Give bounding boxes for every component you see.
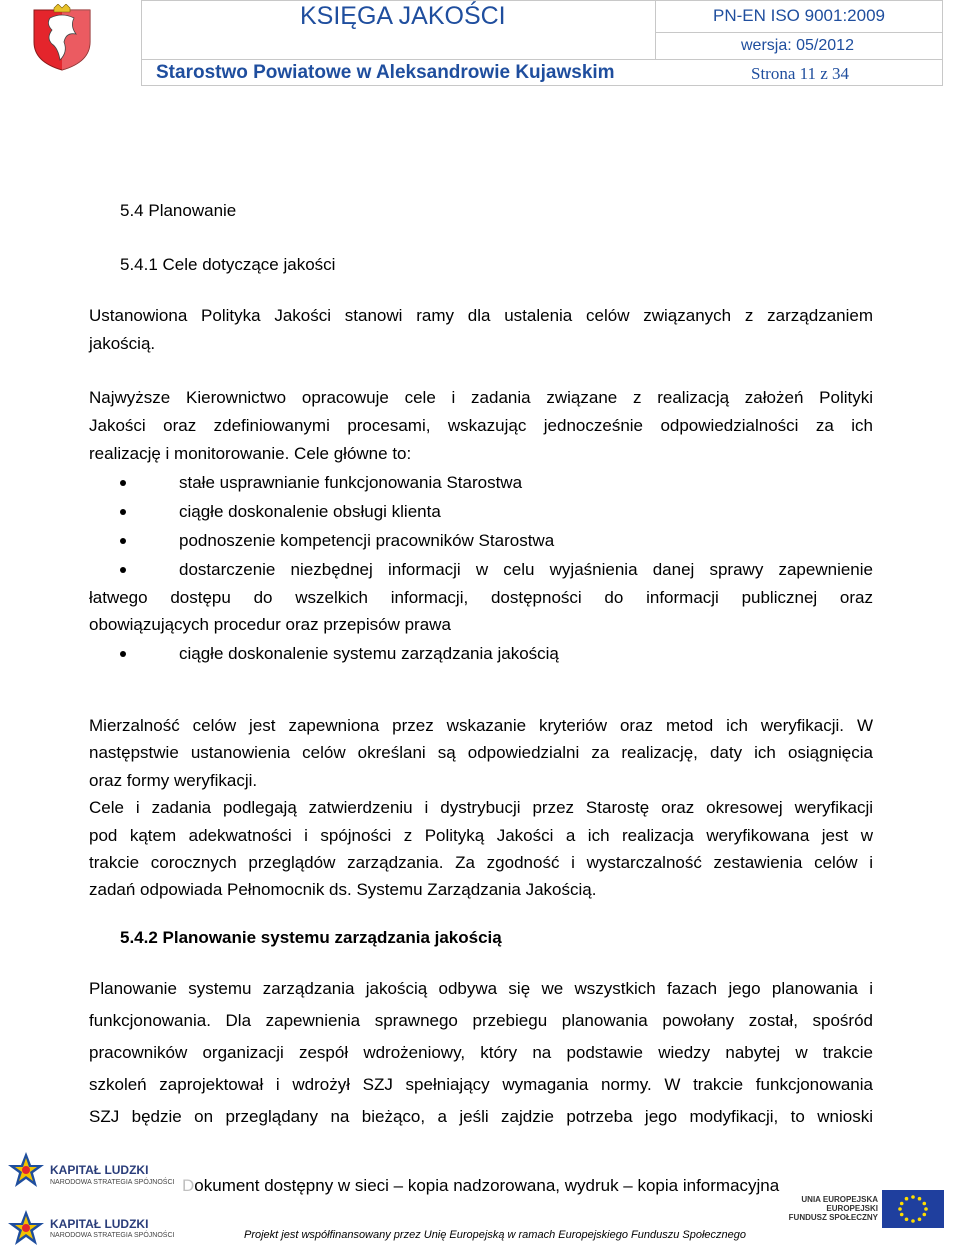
list-item-continuation: obowiązujących procedur oraz przepisów prawa <box>89 615 451 634</box>
paragraph-line: Jakości oraz zdefiniowanymi procesami, wskazując jednocześnie odpowiedzialności za ich <box>89 416 873 435</box>
document-status-note <box>182 1176 779 1196</box>
heading-5-4-2: 5.4.2 Planowanie systemu zarządzania jakością <box>120 928 502 947</box>
document-status-text: okument dostępny w sieci – kopia nadzorowana, wydruk – kopia informacyjna <box>194 1176 780 1195</box>
kapital-ludzki-title: KAPITAŁ LUDZKI <box>50 1163 149 1177</box>
eu-label <box>786 1195 878 1222</box>
kapital-ludzki-title: KAPITAŁ LUDZKI <box>50 1217 149 1231</box>
paragraph-line: funkcjonowania. Dla zapewnienia sprawnego przebiegu planowania powołany został, spośród <box>89 1011 873 1030</box>
eu-label-line: EUROPEJSKI <box>826 1204 878 1213</box>
paragraph-line: jakością. <box>89 334 156 353</box>
paragraph-line: pracowników organizacji zespół wdrożeniowy, który na podstawie wiedzy nabytej w trakcie <box>89 1043 873 1062</box>
paragraph-line: SZJ będzie on przeglądany na bieżąco, a jeśli zajdzie potrzeba jego modyfikacji, to wnioski <box>89 1107 873 1126</box>
paragraph-line: Cele i zadania podlegają zatwierdzeniu i dystrybucji przez Starostę oraz okresowej weryfikacji <box>89 798 873 817</box>
kapital-ludzki-star-icon <box>6 1150 46 1190</box>
bullet-dot <box>120 480 126 486</box>
list-item: stałe usprawnianie funkcjonowania Starostwa <box>179 473 523 492</box>
kapital-ludzki-subtitle: NARODOWA STRATEGIA SPÓJNOŚCI <box>50 1179 175 1186</box>
office-name: Starostwo Powiatowe w Aleksandrowie Kujawskim <box>156 62 615 83</box>
paragraph-line: trakcie corocznych przeglądów zarządzania. Za zgodność i wystarczalność zestawienia celów i <box>89 853 873 872</box>
paragraph-line: pod kątem adekwatności i spójności z Polityką Jakości a ich realizacja weryfikowana jest w <box>89 826 873 845</box>
paragraph-line: zadań odpowiada Pełnomocnik ds. Systemu Zarządzania Jakością. <box>89 880 597 899</box>
kapital-ludzki-star-icon <box>6 1208 46 1248</box>
document-status-initial: D <box>182 1176 195 1195</box>
bullet-dot <box>120 509 126 515</box>
heading-5-4-1: 5.4.1 Cele dotyczące jakości <box>120 255 336 274</box>
paragraph-line: oraz formy weryfikacji. <box>89 771 258 790</box>
coat-of-arms-icon <box>30 4 94 72</box>
bullet-dot <box>120 567 126 573</box>
kapital-ludzki-subtitle: NARODOWA STRATEGIA SPÓJNOŚCI <box>50 1232 175 1239</box>
cofinancing-note: Projekt jest współfinansowany przez Unię Europejską w ramach Europejskiego Funduszu Społecznego <box>244 1229 746 1241</box>
document-title: KSIĘGA JAKOŚCI <box>300 2 506 30</box>
eu-label-line: FUNDUSZ SPOŁECZNY <box>788 1213 878 1222</box>
paragraph-line: następstwie ustanowienia celów określani są odpowiedzialni za realizację, daty ich osiągnięcia <box>89 743 873 762</box>
list-item-continuation: łatwego dostępu do wszelkich informacji, dostępności do informacji publicznej oraz <box>89 588 873 607</box>
paragraph-line: szkoleń zaprojektował i wdrożył SZJ spełniający wymagania normy. W trakcie funkcjonowania <box>89 1075 873 1094</box>
paragraph-line: realizację i monitorowanie. Cele główne to: <box>89 444 412 463</box>
page-number: Strona 11 z 34 <box>751 64 850 83</box>
version-label: wersja: 05/2012 <box>741 37 854 54</box>
paragraph-line: Planowanie systemu zarządzania jakością odbywa się we wszystkich fazach jego planowania i <box>89 979 873 998</box>
list-item: dostarczenie niezbędnej informacji w celu wyjaśnienia danej sprawy zapewnienie <box>179 560 873 579</box>
list-item: podnoszenie kompetencji pracowników Starostwa <box>179 531 555 550</box>
paragraph-line: Najwyższe Kierownictwo opracowuje cele i zadania związane z realizacją założeń Polityki <box>89 388 873 407</box>
eu-label-line: UNIA EUROPEJSKA <box>801 1195 878 1204</box>
eu-flag-icon <box>882 1190 944 1228</box>
paragraph-line: Ustanowiona Polityka Jakości stanowi ramy dla ustalenia celów związanych z zarządzaniem <box>89 306 873 325</box>
heading-5-4: 5.4 Planowanie <box>120 201 237 220</box>
bullet-dot <box>120 538 126 544</box>
standard-label: PN-EN ISO 9001:2009 <box>713 6 885 25</box>
paragraph-line: Mierzalność celów jest zapewniona przez wskazanie kryteriów oraz metod ich weryfikacji. W <box>89 716 873 735</box>
list-item: ciągłe doskonalenie obsługi klienta <box>179 502 441 521</box>
bullet-dot <box>120 651 126 657</box>
list-item: ciągłe doskonalenie systemu zarządzania jakością <box>179 644 559 663</box>
